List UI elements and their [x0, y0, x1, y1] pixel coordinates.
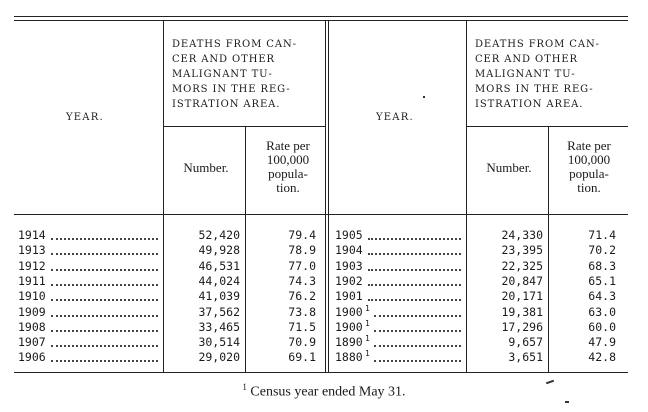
number-cell: 44,024 [198, 273, 240, 288]
number-header-right: Number. [486, 160, 532, 175]
rate-header-line: 100,000 [567, 152, 611, 167]
deaths-header-line: ISTRATION AREA. [475, 99, 584, 110]
rate-cell: 47.9 [588, 335, 616, 350]
deaths-header-line: DEATHS FROM CAN- [172, 39, 297, 50]
rate-cell: 74.3 [288, 273, 316, 288]
year-cell: 1911 [18, 273, 46, 288]
year-cell: 1909 [18, 304, 46, 319]
footnote-mark: 1 [242, 382, 247, 392]
number-cell: 41,039 [198, 289, 240, 304]
leader-dots [374, 360, 461, 362]
deaths-header-line: ISTRATION AREA. [172, 99, 281, 110]
scan-speck [565, 401, 569, 403]
rate-cell: 73.8 [288, 304, 316, 319]
footnote-text: Census year ended May 31. [250, 384, 406, 400]
footnote-ref: 1 [365, 334, 370, 344]
rate-cell: 60.0 [588, 319, 616, 334]
year-cell: 1880 [335, 350, 363, 365]
table-row [0, 335, 648, 350]
rate-header-line: Rate per [266, 138, 310, 153]
rate-header-line: 100,000 [266, 152, 310, 167]
rate-cell: 77.0 [288, 258, 316, 273]
rate-header-line: tion. [276, 180, 300, 195]
top-rule [14, 16, 628, 17]
number-cell: 23,395 [501, 243, 543, 258]
rate-cell: 71.4 [588, 228, 616, 242]
rate-cell: 70.9 [288, 335, 316, 350]
year-cell: 1903 [335, 258, 363, 273]
table-row [0, 289, 648, 304]
footnote-ref: 1 [365, 349, 370, 359]
leader-dots [368, 238, 461, 240]
rate-cell: 71.5 [288, 319, 316, 334]
subheader-rule-left [163, 126, 325, 127]
rate-cell: 63.0 [588, 304, 616, 319]
leader-dots [374, 345, 461, 347]
year-header-right: YEAR. [376, 112, 414, 123]
year-cell: 1900 [335, 304, 363, 319]
year-cell: 1901 [335, 289, 363, 304]
number-cell: 49,928 [198, 243, 240, 258]
rate-cell: 78.9 [288, 243, 316, 258]
year-cell: 1900 [335, 319, 363, 334]
deaths-header-line: DEATHS FROM CAN- [475, 39, 600, 50]
number-cell: 3,651 [508, 350, 543, 365]
deaths-header-line: MALIGNANT TU- [172, 69, 273, 80]
leader-dots [374, 315, 461, 317]
deaths-header-line: MORS IN THE REG- [172, 84, 291, 95]
leader-dots [368, 299, 461, 301]
number-cell: 52,420 [198, 228, 240, 242]
subheader-rule-right [466, 126, 628, 127]
rate-cell: 70.2 [588, 243, 616, 258]
leader-dots [368, 253, 461, 255]
number-cell: 46,531 [198, 258, 240, 273]
leader-dots [368, 269, 461, 271]
rate-cell: 65.1 [588, 273, 616, 288]
deaths-header-line: MALIGNANT TU- [475, 69, 576, 80]
footnote [0, 382, 648, 401]
table-row [0, 274, 648, 289]
number-header-left: Number. [183, 160, 229, 175]
number-cell: 33,465 [198, 319, 240, 334]
number-cell: 20,171 [501, 289, 543, 304]
year-cell: 1890 [335, 335, 363, 350]
leader-dots [368, 284, 461, 286]
number-cell: 20,847 [501, 273, 543, 288]
bottom-rule [14, 372, 628, 373]
deaths-header-line: CER AND OTHER [475, 54, 578, 65]
deaths-header-line: CER AND OTHER [172, 54, 275, 65]
table-row [0, 320, 648, 335]
top-rule-inner [14, 20, 628, 21]
rate-cell: 76.2 [288, 289, 316, 304]
number-cell: 30,514 [198, 335, 240, 350]
year-cell: 1907 [18, 335, 46, 350]
number-cell: 9,657 [508, 335, 543, 350]
rate-header-line: popula- [569, 166, 609, 181]
leader-dots [374, 330, 461, 332]
deaths-header-left [172, 37, 312, 112]
number-cell: 17,296 [501, 319, 543, 334]
year-cell: 1902 [335, 273, 363, 288]
rate-header-right [550, 139, 628, 195]
table-row [0, 305, 648, 320]
rate-header-line: popula- [268, 166, 308, 181]
year-cell: 1905 [335, 228, 363, 242]
footnote-ref: 1 [365, 318, 370, 328]
table-row [0, 259, 648, 274]
year-cell: 1914 [18, 228, 46, 242]
year-header-left: YEAR. [66, 112, 104, 123]
table-row [0, 243, 648, 258]
scan-speck [423, 96, 425, 98]
number-cell: 29,020 [198, 350, 240, 365]
rate-cell: 68.3 [588, 258, 616, 273]
deaths-header-line: MORS IN THE REG- [475, 84, 594, 95]
year-cell: 1906 [18, 350, 46, 365]
footnote-ref: 1 [365, 303, 370, 313]
number-cell: 37,562 [198, 304, 240, 319]
year-cell: 1908 [18, 319, 46, 334]
number-cell: 19,381 [501, 304, 543, 319]
rate-header-line: Rate per [567, 138, 611, 153]
year-cell: 1913 [18, 243, 46, 258]
year-cell: 1912 [18, 258, 46, 273]
header-bottom-rule [14, 214, 628, 215]
rate-header-line: tion. [577, 180, 601, 195]
year-cell: 1910 [18, 289, 46, 304]
rate-header-left [248, 139, 328, 195]
rate-cell: 69.1 [288, 350, 316, 365]
year-cell: 1904 [335, 243, 363, 258]
table-row [0, 228, 648, 243]
number-cell: 22,325 [501, 258, 543, 273]
rate-cell: 64.3 [588, 289, 616, 304]
number-cell: 24,330 [501, 228, 543, 242]
rate-cell: 42.8 [588, 350, 616, 365]
deaths-header-right [475, 37, 617, 112]
rate-cell: 79.4 [288, 228, 316, 242]
table-row [0, 350, 648, 365]
